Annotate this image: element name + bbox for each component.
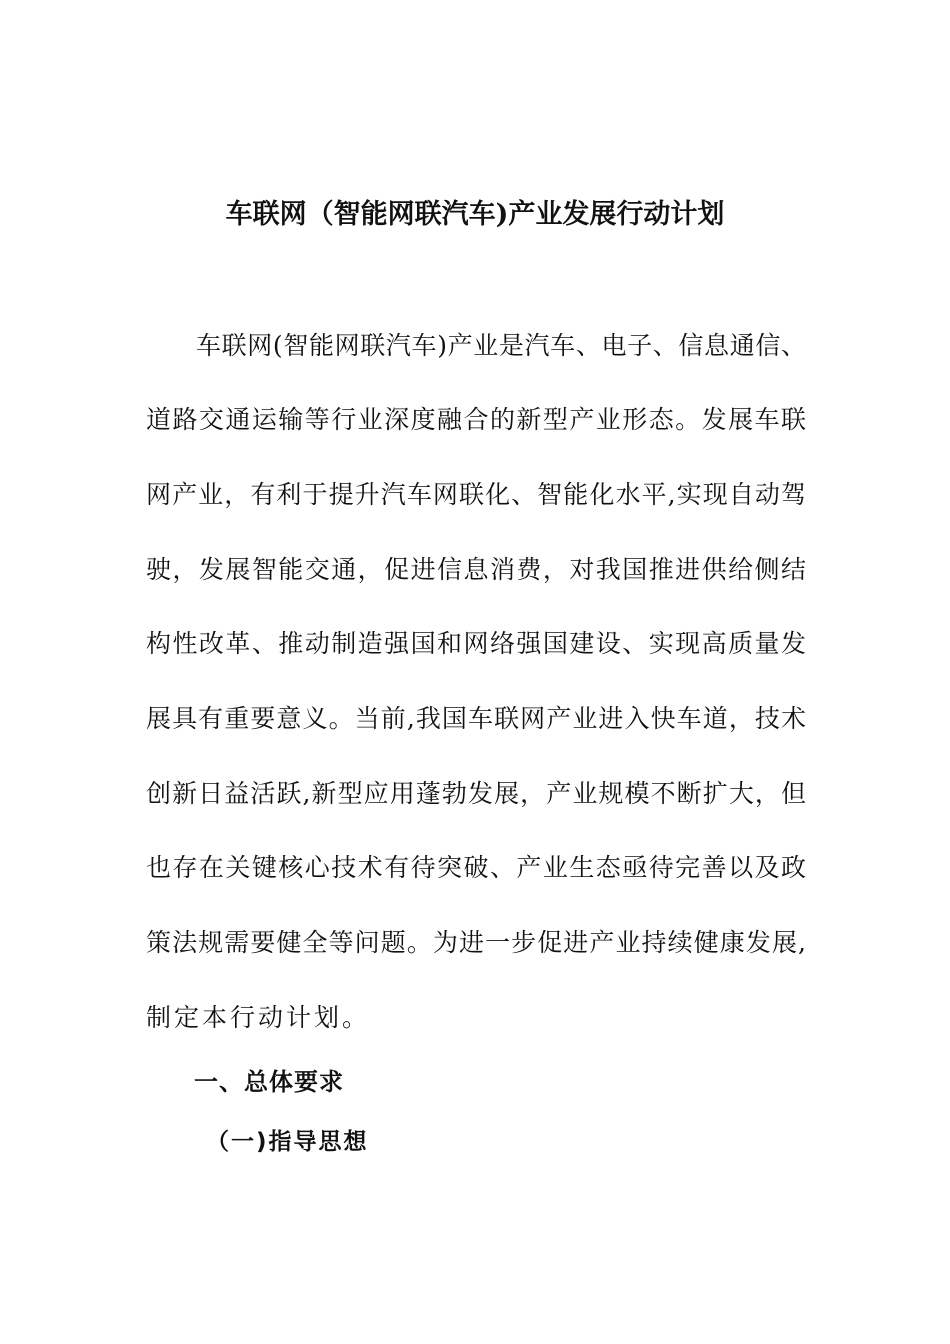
- paragraph-line: 驶，发展智能交通，促进信息消费，对我国推进供给侧结: [146, 555, 806, 584]
- subsection-heading: （一)指导思想: [206, 1129, 369, 1155]
- paragraph-line: 构性改革、推动制造强国和网络强国建设、实现高质量发: [146, 629, 806, 658]
- paragraph-line: 创新日益活跃,新型应用蓬勃发展，产业规模不断扩大，但: [146, 779, 806, 808]
- paragraph-line: 也存在关键核心技术有待突破、产业生态亟待完善以及政: [146, 853, 806, 882]
- section-heading: 一、总体要求: [194, 1068, 344, 1096]
- paragraph-line: 制定本行动计划。: [146, 1003, 371, 1032]
- paragraph-line: 网产业，有利于提升汽车网联化、智能化水平,实现自动驾: [146, 480, 806, 509]
- paragraph-line: 道路交通运输等行业深度融合的新型产业形态。发展车联: [146, 405, 806, 434]
- paragraph-line: 车联网(智能网联汽车)产业是汽车、电子、信息通信、: [196, 331, 806, 360]
- document-title: 车联网（智能网联汽车)产业发展行动计划: [225, 199, 725, 230]
- paragraph-line: 策法规需要健全等问题。为进一步促进产业持续健康发展,: [146, 928, 806, 957]
- paragraph-line: 展具有重要意义。当前,我国车联网产业进入快车道，技术: [146, 704, 806, 733]
